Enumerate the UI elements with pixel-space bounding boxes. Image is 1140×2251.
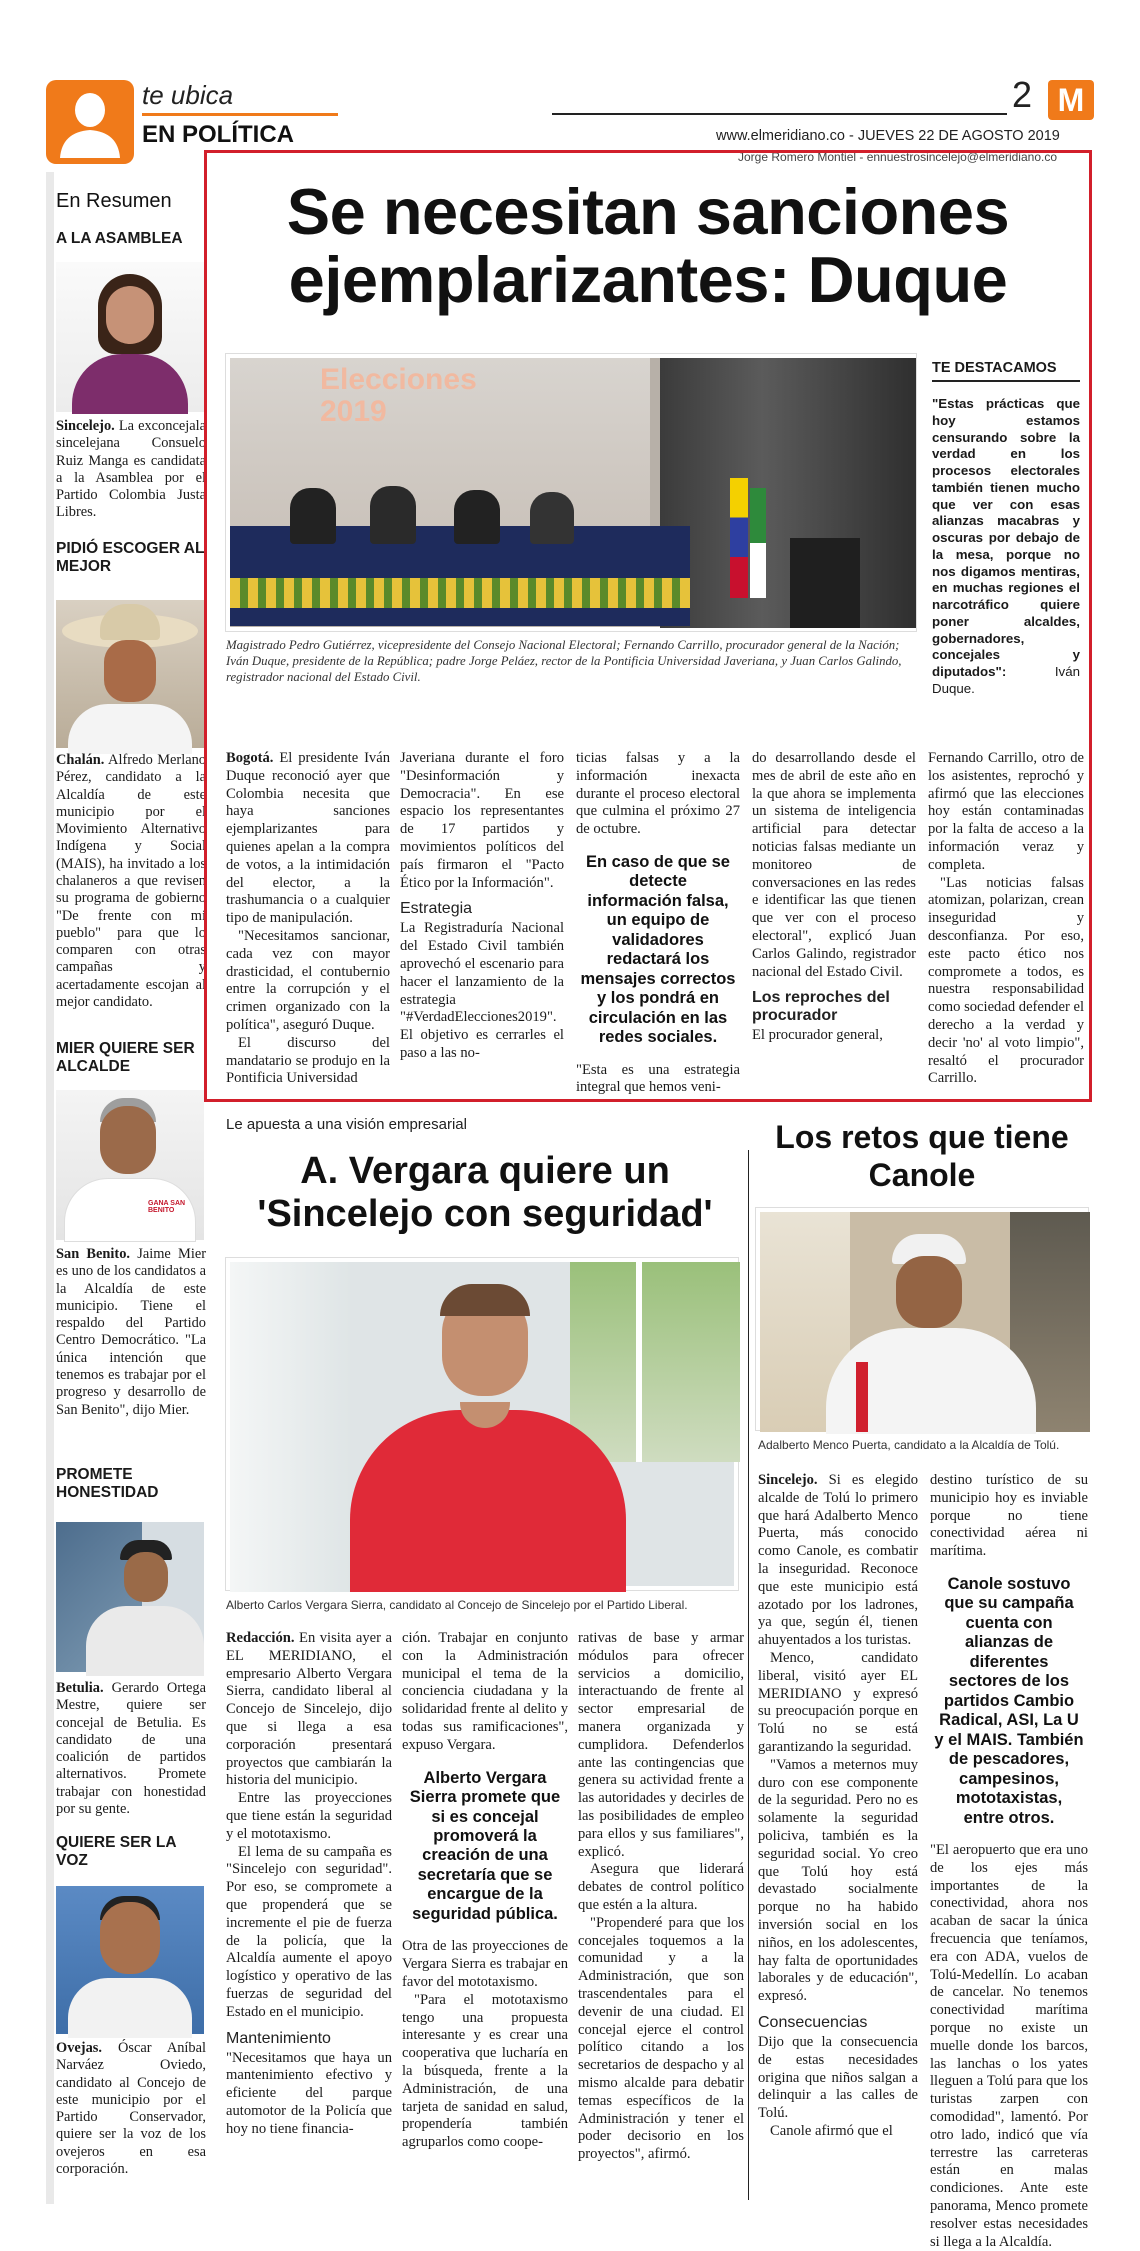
- paragraph: Fernando Carrillo, otro de los asistentes, reprochó y afirmó que las elecciones hoy están contaminadas por la falta de acceso a la información veraz y completa.: [928, 750, 1084, 873]
- paragraph: do desarrollando desde el mes de abril de este año en la que ahora se implementa un sistema de inteligencia artificial para detectar noticias falsas mediante un monitoreo de conversaciones en las redes e identificar las que tienen que ver con el proceso electoral", explicó Juan Carlos Galindo, registrador nacional del Estado Civil.: [752, 750, 916, 980]
- sidebar-place: Betulia.: [56, 1680, 104, 1696]
- paragraph: Menco, candidato liberal, visitó ayer EL MERIDIANO y expresó su preocupación porque en Tolú no se está garantizando la seguridad.: [758, 1649, 918, 1755]
- destacamos-author: Iván Duque.: [932, 664, 1080, 696]
- vergara-kicker: Le apuesta a una visión empresarial: [226, 1116, 467, 1133]
- sidebar-text-honestidad: [56, 1680, 206, 1818]
- site-and-date: www.elmeridiano.co - JUEVES 22 DE AGOSTO 2019: [716, 128, 1060, 144]
- logo-letter: M: [1057, 82, 1085, 118]
- main-headline: Se necesitan sanciones ejemplarizantes: Duque: [286, 175, 1010, 317]
- sidebar-photo-escoger: [56, 600, 204, 748]
- canole-photo-caption: Adalberto Menco Puerta, candidato a la Alcaldía de Tolú.: [758, 1438, 1060, 1452]
- paragraph: rativas de base y armar módulos para ofrecer servicios a domicilio, interactuando de frente al sector empresarial de manera organizada y cumplidora. Defenderlos ante las contingencias que genera su actividad frente a las autoridades y decirles de las posibilidades de empleo para ellos y sus familiares", explicó.: [578, 1630, 744, 1860]
- pull-quote: En caso de que se detecte información falsa, un equipo de validadores redactará los mensajes correctos y los pondrá en circulación en las redes sociales.: [580, 852, 736, 1047]
- paragraph: Si es elegido alcalde de Tolú lo primero que hará Adalberto Menco Puerta, más conocido como Canole, es combatir la inseguridad. Reconoce que este municipio está azotado por los ladrones, ya que, según él, tienen ahuyentados a los turistas.: [758, 1472, 918, 1649]
- section-title: EN POLÍTICA: [142, 121, 295, 148]
- vergara-col-2: [402, 1630, 568, 2152]
- sidebar-text-voz: [56, 2040, 206, 2178]
- sidebar-place: Chalán.: [56, 752, 105, 768]
- column-divider: [748, 1150, 749, 2200]
- sidebar-heading-escoger: PIDIÓ ESCOGER AL MEJOR: [56, 540, 205, 575]
- main-col-4: [752, 750, 916, 1045]
- dateline: Sincelejo.: [758, 1472, 818, 1488]
- vergara-headline: A. Vergara quiere un 'Sincelejo con seguridad': [257, 1150, 713, 1236]
- section-icon: [46, 80, 134, 164]
- sidebar-heading-voz: QUIERE SER LA VOZ: [56, 1834, 176, 1869]
- sidebar-photo-honestidad: [56, 1522, 204, 1672]
- byline: Jorge Romero Montiel - ennuestrosincelejo@elmeridiano.co: [738, 150, 1058, 164]
- paragraph: Asegura que liderará debates de control político que estén a la altura.: [578, 1861, 744, 1913]
- main-col-2: [400, 750, 564, 1063]
- sidebar-text: Gerardo Ortega Mestre, quiere ser concejal de Betulia. Es candidato de una coalición de partidos alternativos. Promete trabajar con honestidad por su gente.: [56, 1680, 206, 1817]
- main-photo-caption: Magistrado Pedro Gutiérrez, vicepresidente del Consejo Nacional Electoral; Fernando Carrillo, procurador general de la Nación; Iván Duque, presidente de la República; padre Jorge Peláez, rector de la Pontificia Universidad Javeriana, y Juan Carlos Galindo, registrador nacional del Estado Civil.: [226, 638, 902, 684]
- paragraph: destino turístico de su municipio hoy es inviable porque no tiene conectividad aérea ni marítima.: [930, 1472, 1088, 1560]
- pull-quote: Alberto Vergara Sierra promete que si es concejal promoverá la creación de una secretaría que se encargue de la seguridad pública.: [409, 1768, 561, 1923]
- vergara-photo-caption: Alberto Carlos Vergara Sierra, candidato al Concejo de Sincelejo por el Partido Liberal.: [226, 1598, 688, 1612]
- destacamos-quote-text: "Estas prácticas que hoy estamos censurando sobre la verdad en los procesos electorales también tienen mucho que ver con esas alianzas macabras y oscuras por debajo de la mesa, porque no nos digamos mentiras, en muchas regiones el narcotráfico quiere poner alcaldes, gobernadores, concejales y diputados":: [932, 396, 1080, 679]
- main-col-3: [576, 750, 740, 1097]
- subhead: Mantenimiento: [226, 2029, 331, 2047]
- page-number: 2: [1012, 74, 1033, 115]
- shirt-logo: GANA SAN BENITO: [148, 1200, 186, 1214]
- sidebar-text-mier: [56, 1246, 206, 1419]
- sidebar-photo-voz: [56, 1886, 204, 2034]
- paragraph: ticias falsas y a la información inexacta durante el proceso electoral que culmina el próximo 27 de octubre.: [576, 750, 740, 838]
- sidebar-place: Ovejas.: [56, 2040, 102, 2056]
- main-photo: [226, 354, 916, 631]
- section-kicker-underline: [142, 113, 338, 116]
- paragraph: "Las noticias falsas atomizan, polarizan, crean inseguridad y desconfianza. Por eso, este pacto ético nos compromete a todos, es nuestra responsabilidad como sociedad defender el derecho a la verdad y decir 'no' al voto limpio", resaltó el procurador Carrillo.: [928, 874, 1084, 1087]
- paragraph: Otra de las proyecciones de Vergara Sierra es trabajar en favor del mototaxismo.: [402, 1938, 568, 1990]
- sidebar-text: Alfredo Merlano Pérez, candidato a la Alcaldía de este municipio por el Movimiento Alternativo Indígena y Social (MAIS), ha invitado a los chalaneros a que revisen su programa de gobierno "De frente con mi pueblo" para que lo comparen con otras campañas y acertadamente escojan al mejor candidato.: [56, 752, 206, 1010]
- paragraph: Entre las proyecciones que tiene están la seguridad y el mototaxismo.: [226, 1790, 392, 1842]
- paragraph: La Registraduría Nacional del Estado Civil también aprovechó el escenario para hacer el lanzamiento de la estrategia "#VerdadElecciones2019". El objetivo es cerrarles el paso a las no-: [400, 920, 564, 1061]
- sidebar-place: Sincelejo.: [56, 418, 115, 434]
- sidebar-photo-asamblea: [56, 262, 204, 412]
- subhead: Los reproches del procurador: [752, 989, 890, 1025]
- vergara-photo: [226, 1258, 738, 1590]
- paragraph: "El aeropuerto que era uno de los ejes más importantes de la conectividad, ahora nos acaban de sacar la única frecuencia que teníamos, era con ADA, vuelos de Tolú-Medellín. Lo acaban de cancelar. No tenemos conectividad marítima porque no existe un muelle donde los barcos, las lanchas o los yates lleguen a Tolú para que los turistas zarpen con comodidad", lamentó. Por otro lado, indicó que vía terrestre las carreteras están en malas condiciones. Ante este panorama, Menco promete resolver estas necesidades si llega a la Alcaldía.: [930, 1842, 1088, 2250]
- person-icon: [46, 80, 134, 164]
- sidebar-text: La exconcejala sincelejana Consuelo Ruiz Manga es candidata a la Asamblea por el Partido Colombia Justa Libres.: [56, 418, 206, 521]
- pull-quote: Canole sostuvo que su campaña cuenta con alianzas de diferentes sectores de los partidos Cambio Radical, ASI, La U y el MAIS. También de pescadores, campesinos, mototaxistas, entre otros.: [934, 1574, 1084, 1827]
- main-col-1: [226, 750, 390, 1088]
- canole-col-2: [930, 1472, 1088, 2251]
- backdrop-text: Elecciones 2019: [320, 363, 477, 428]
- sidebar-title: En Resumen: [56, 190, 172, 212]
- destacamos-quote: [932, 396, 1080, 698]
- paragraph: El lema de su campaña es "Sincelejo con seguridad". Por eso, se compromete a que propenderá que se incremente el pie de fuerza de la policía, que la Alcaldía aumente el apoyo logístico y operativo de las fuerzas de seguridad del Estado en el municipio.: [226, 1843, 392, 2020]
- main-col-5: [928, 750, 1084, 1088]
- sidebar-text-asamblea: [56, 418, 206, 522]
- section-kicker: te ubica: [142, 80, 234, 110]
- sidebar-text-escoger: [56, 752, 206, 1011]
- sidebar-heading-mier: MIER QUIERE SER ALCALDE: [56, 1040, 195, 1075]
- sidebar-place: San Benito.: [56, 1246, 130, 1262]
- paragraph: "Necesitamos que haya un mantenimiento efectivo y eficiente del parque automotor de la Policía que hoy no tiene financia-: [226, 2049, 392, 2137]
- paragraph: El procurador general,: [752, 1027, 883, 1044]
- canole-col-1: [758, 1472, 918, 2141]
- paragraph: "Propenderé para que los concejales toquemos a la comunidad y a la Administración, que son trascendentales para el devenir de una ciudad. El concejal ejerce el control político citando a los secretarios de despacho y al mismo alcalde para debatir temas específicos de la Administración y tener el poder decisorio en los proyectos", afirmó.: [578, 1914, 744, 2163]
- paragraph: El discurso del mandatario se produjo en la Pontificia Universidad: [226, 1034, 390, 1087]
- sidebar-photo-mier: [56, 1090, 204, 1240]
- paragraph: ción. Trabajar en conjunto con la Administración municipal el tema de la conciencia ciudadana y la solidaridad frente al delito y todas sus ramificaciones", expuso Vergara.: [402, 1630, 568, 1753]
- paragraph: "Necesitamos sancionar, cada vez con mayor drasticidad, el contubernio entre la corrupción y el crimen organizado con la política", aseguró Duque.: [226, 927, 390, 1033]
- canole-photo: [756, 1208, 1088, 1430]
- destacamos-title: TE DESTACAMOS: [932, 360, 1080, 382]
- newspaper-logo: [1048, 80, 1094, 120]
- dateline: Redacción.: [226, 1630, 295, 1646]
- sidebar-heading-honestidad: PROMETE HONESTIDAD: [56, 1466, 159, 1501]
- vergara-col-3: [578, 1630, 744, 2164]
- dateline: Bogotá.: [226, 750, 274, 766]
- paragraph: "Para el mototaxismo tengo una propuesta interesante y es crear una cooperativa que lucharía en la búsqueda, frente a la Administración, de una tarjeta de sanidad en salud, propendería también agruparlos como coope-: [402, 1991, 568, 2151]
- subhead: Consecuencias: [758, 2013, 868, 2031]
- paragraph: "Esta es una estrategia integral que hemos veni-: [576, 1061, 740, 1096]
- header-rule: [552, 113, 1007, 115]
- paragraph: "Vamos a meternos muy duro con ese componente de la seguridad. Pero no es solamente la seguridad policiva, también es la seguridad social. Yo creo que Tolú hoy está devastado socialmente porque no ha habido inversión social en los niños, en los adolescentes, hay falta de oportunidades laborales y de educación", expresó.: [758, 1756, 918, 2005]
- sidebar-text: Óscar Aníbal Narváez Oviedo, candidato al Concejo de este municipio por el Partido Conservador, quiere ser la voz de los ovejeros en esa corporación.: [56, 2040, 206, 2177]
- canole-headline: Los retos que tiene Canole: [775, 1119, 1069, 1194]
- paragraph: Dijo que la consecuencia de estas necesidades origina que niños salgan a delinquir a las calles de Tolú.: [758, 2033, 918, 2122]
- vergara-col-1: [226, 1630, 392, 2139]
- sidebar-text: Jaime Mier es uno de los candidatos a la Alcaldía de este municipio. Tiene el respaldo del Partido Centro Democrático. "La única intención que tenemos es trabajar por el progreso y desarrollo de San Benito", dijo Mier.: [56, 1246, 206, 1418]
- paragraph: En visita ayer a EL MERIDIANO, el empresario Alberto Vergara Sierra, candidato liberal al Concejo de Sincelejo, dijo que si llega a esa corporación presentará proyectos que cambiarán la historia del municipio.: [226, 1630, 392, 1789]
- sidebar-heading-asamblea: A LA ASAMBLEA: [56, 230, 183, 247]
- paragraph: Javeriana durante el foro "Desinformación y Democracia". En ese espacio los representantes de 17 partidos y movimientos políticos del país firmaron el "Pacto Ético por la Información".: [400, 750, 564, 891]
- subhead: Estrategia: [400, 900, 473, 918]
- paragraph: El presidente Iván Duque reconoció ayer que Colombia necesita que haya sanciones ejemplarizantes para quienes apelan a la compra de votos, a la intimidación del elector, a la trashumancia o a cualquier tipo de manipulación.: [226, 750, 391, 927]
- paragraph: Canole afirmó que el: [770, 2122, 893, 2139]
